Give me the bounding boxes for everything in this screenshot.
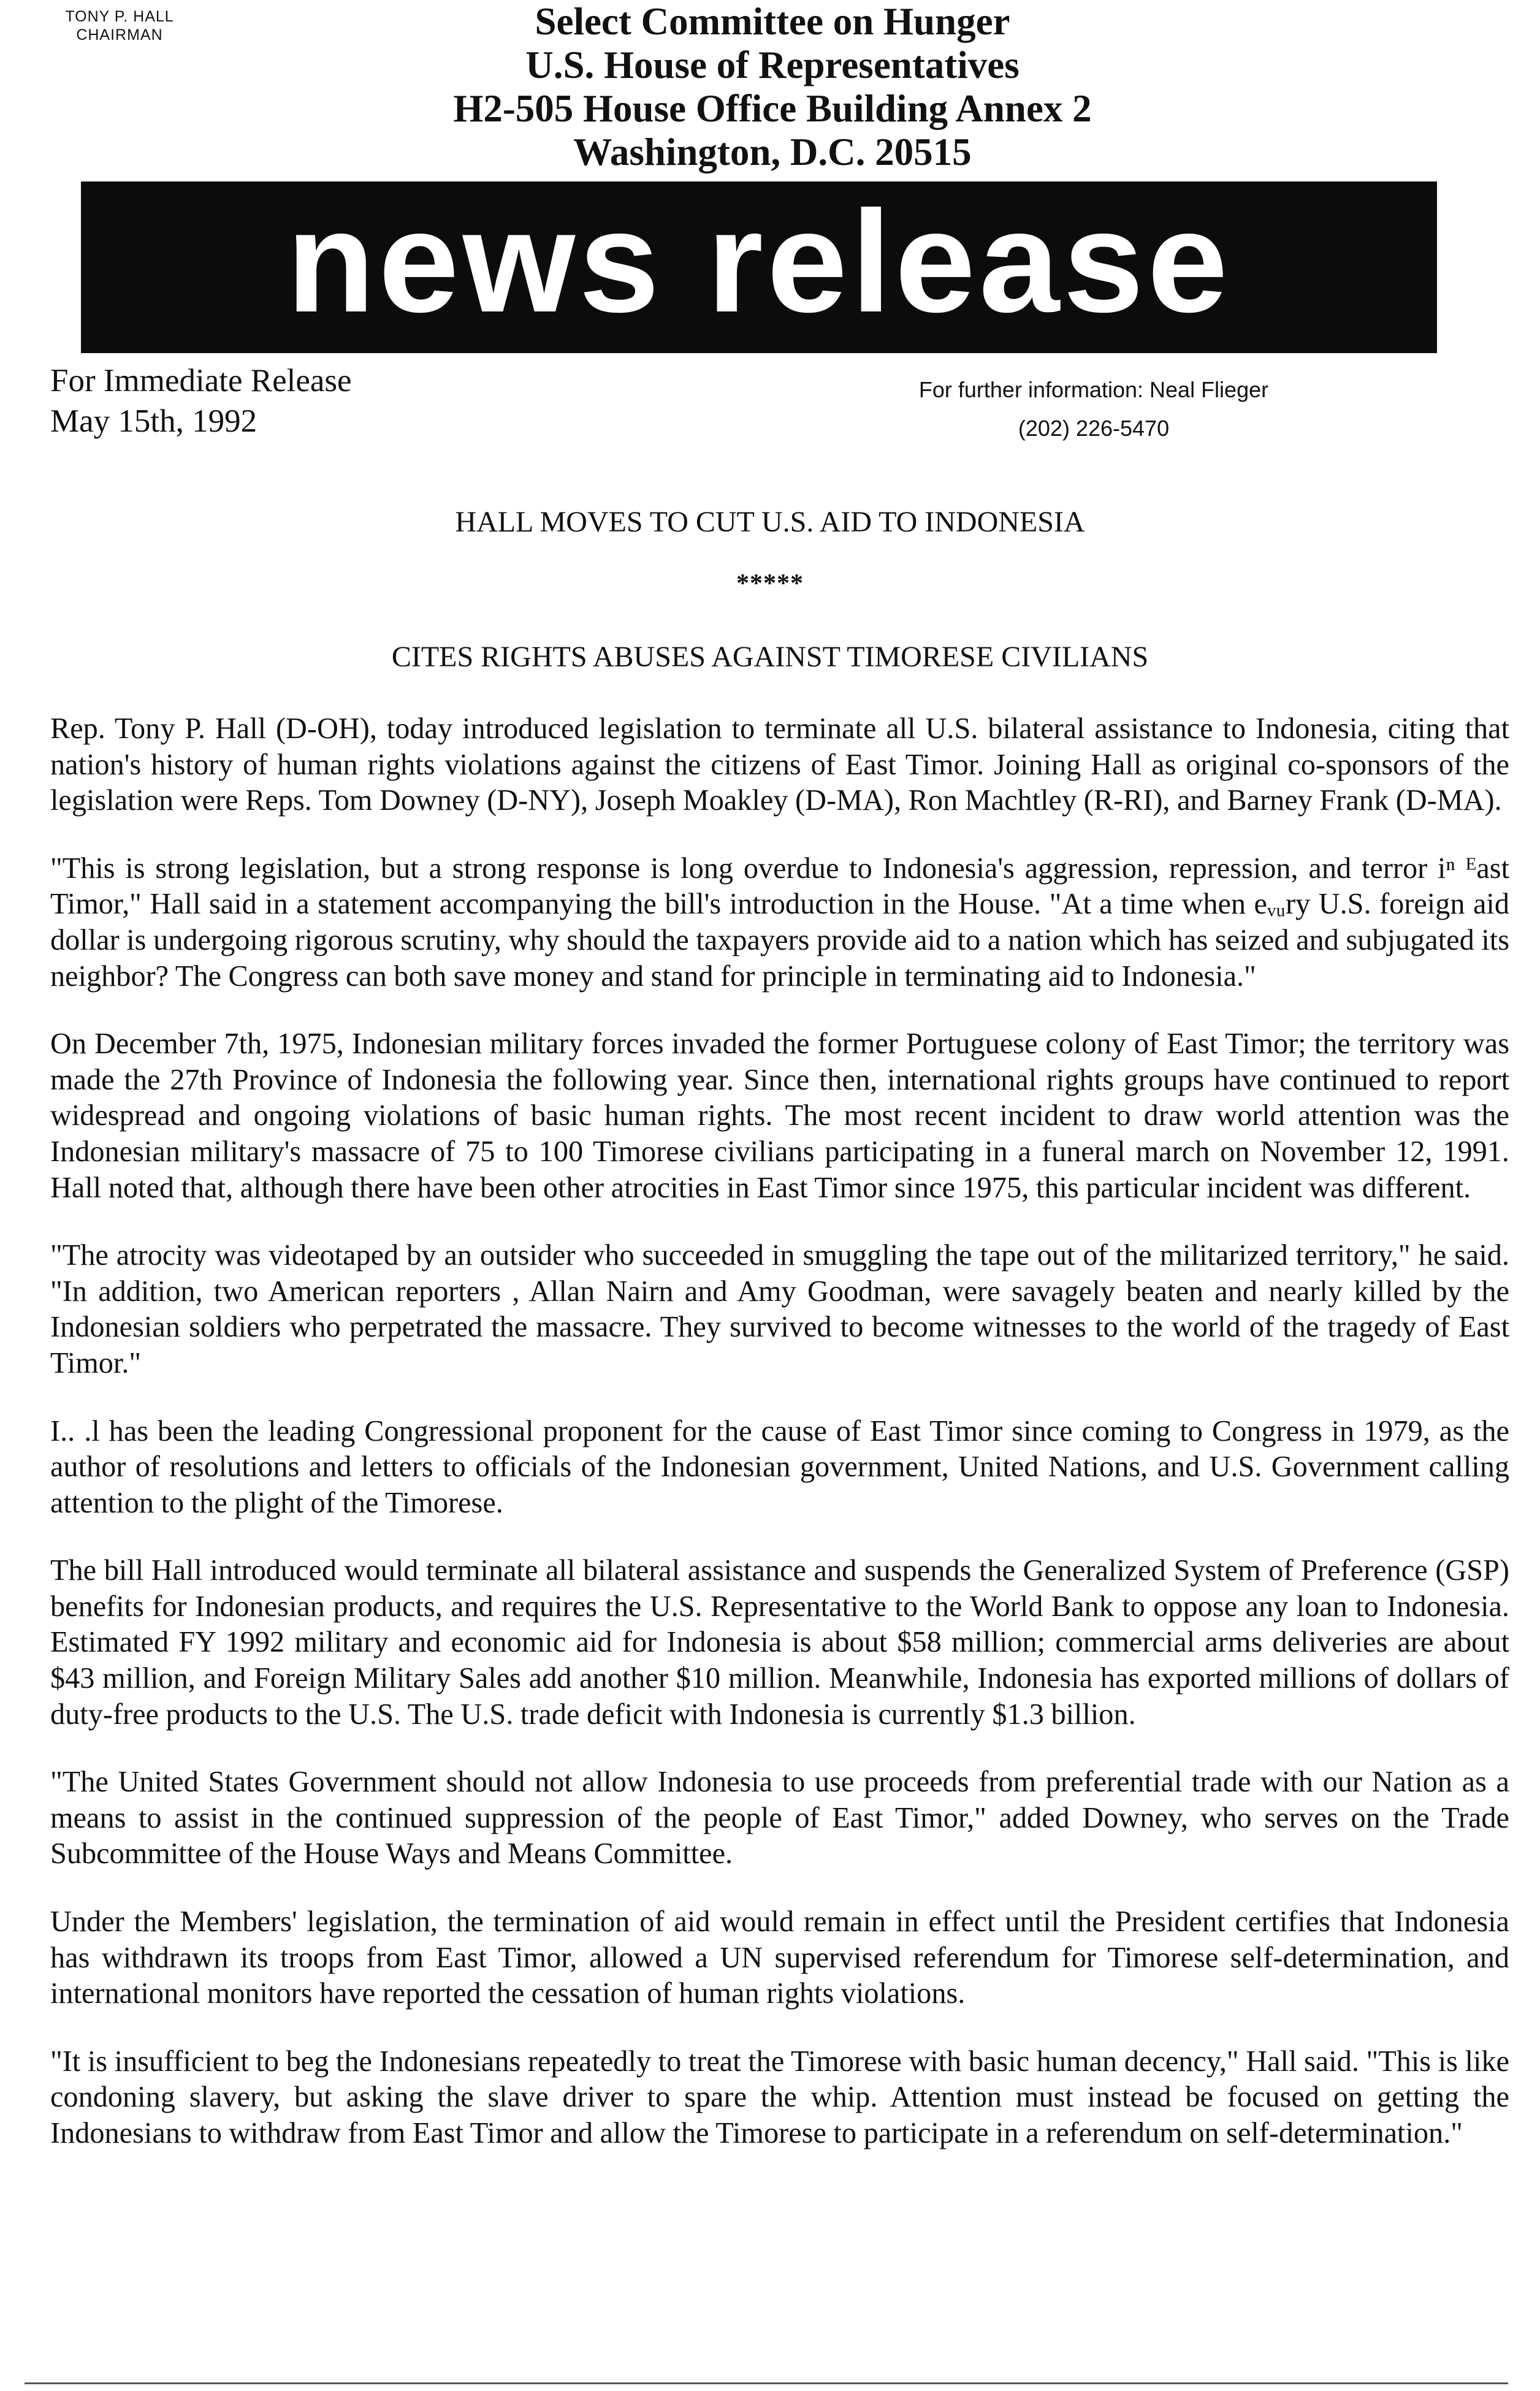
news-release-banner <box>81 181 1437 353</box>
paragraph: I.. .l has been the leading Congressional proponent for the cause of East Timor since coming to Congress in 1979, as the author of resolutions and letters to officials of the Indonesian government, United Nations, and U.S. Government calling attention to the plight of the Timorese. <box>50 1414 1509 1519</box>
paragraph: On December 7th, 1975, Indonesian military forces invaded the former Portuguese colony of East Timor; the territory was made the 27th Province of Indonesia the following year. Since then, international rights groups have continued to report widespread and ongoing violations of basic human rights. The most recent incident to draw world attention was the Indonesian military's massacre of 75 to 100 Timorese civilians participating in a funeral march on November 12, 1991. Hall noted that, although there have been other atrocities in East Timor since 1975, this particular incident was different. <box>50 1028 1509 1204</box>
building-address: H2-505 House Office Building Annex 2 <box>453 87 1092 130</box>
paragraph: "It is insufficient to beg the Indonesians repeatedly to treat the Timorese with basic human decency," Hall said. "This is like condoning slavery, but asking the slave driver to spare the whip. Attention must instead be focused on getting the Indonesians to withdraw from East Timor and allow the Timorese to participate in a referendum on self-determination." <box>50 2045 1509 2149</box>
city-address: Washington, D.C. 20515 <box>573 131 972 174</box>
contact-info <box>873 370 1314 448</box>
paragraph: "This is strong legislation, but a strong response is long overdue to Indonesia's aggression, repression, and terror iⁿ ᴱast Timor," Hall said in a statement accompanying the bill's introduction in the House. "At a time when eᵥᵤry U.S. foreign aid dollar is undergoing rigorous scrutiny, why should the taxpayers provide aid to a nation which has seized and subjugated its neighbor? The Congress can both save money and stand for principle in terminating aid to Indonesia." <box>50 852 1509 993</box>
page-bottom-rule <box>25 2382 1508 2384</box>
contact-phone: (202) 226-5470 <box>1018 416 1170 441</box>
paragraph: "The United States Government should not allow Indonesia to use proceeds from preferential trade with our Nation as a means to assist in the continued suppression of the people of East Timor," added Downey, who serves on the Trade Subcommittee of the House Ways and Means Committee. <box>50 1766 1509 1870</box>
paragraph: Under the Members' legislation, the termination of aid would remain in effect until the President certifies that Indonesia has withdrawn its troops from East Timor, allowed a UN supervised referendum for Timorese self-determination, and international monitors have reported the cessation of human rights violations. <box>50 1905 1509 2010</box>
paragraph: "The atrocity was videotaped by an outsider who succeeded in smuggling the tape out of the militarized territory," he said. "In addition, two American reporters , Allan Nairn and Amy Goodman, were savagely beaten and nearly killed by the Indonesian soldiers who perpetrated the massacre. They survived to become witnesses to the world of the tragedy of East Timor." <box>50 1239 1509 1379</box>
release-date: May 15th, 1992 <box>50 403 257 439</box>
release-info <box>50 360 352 441</box>
house-name: U.S. House of Representatives <box>525 44 1020 86</box>
paragraph: The bill Hall introduced would terminate all bilateral assistance and suspends the Generalized System of Preference (GSP) benefits for Indonesian products, and requires the U.S. Representative to the World Bank to oppose any loan to Indonesia. Estimated FY 1992 military and economic aid for Indonesia is about $58 million; commercial arms deliveries are about $43 million, and Foreign Military Sales add another $10 million. Meanwhile, Indonesia has exported millions of dollars of duty-free products to the U.S. The U.S. trade deficit with Indonesia is currently $1.3 billion. <box>50 1554 1509 1731</box>
chairman-block <box>43 7 196 44</box>
banner-text: news release <box>286 181 1232 343</box>
chairman-title: CHAIRMAN <box>76 26 163 44</box>
headline: HALL MOVES TO CUT U.S. AID TO INDONESIA <box>455 506 1085 538</box>
contact-name: For further information: Neal Flieger <box>918 377 1269 402</box>
paragraph: Rep. Tony P. Hall (D-OH), today introduced legislation to terminate all U.S. bilateral assistance to Indonesia, citing that nation's history of human rights violations against the citizens of East Timor. Joining Hall as original co-sponsors of the legislation were Reps. Tom Downey (D-NY), Joseph Moakley (D-MA), Ron Machtley (R-RI), and Barney Frank (D-MA). <box>50 712 1509 817</box>
committee-masthead <box>307 0 1238 174</box>
release-type: For Immediate Release <box>50 363 352 398</box>
subheadline: CITES RIGHTS ABUSES AGAINST TIMORESE CIVILIANS <box>391 641 1149 673</box>
separator: ***** <box>736 570 804 598</box>
chairman-name: TONY P. HALL <box>65 8 174 25</box>
committee-name: Select Committee on Hunger <box>535 0 1010 43</box>
article-body <box>50 711 1509 2184</box>
